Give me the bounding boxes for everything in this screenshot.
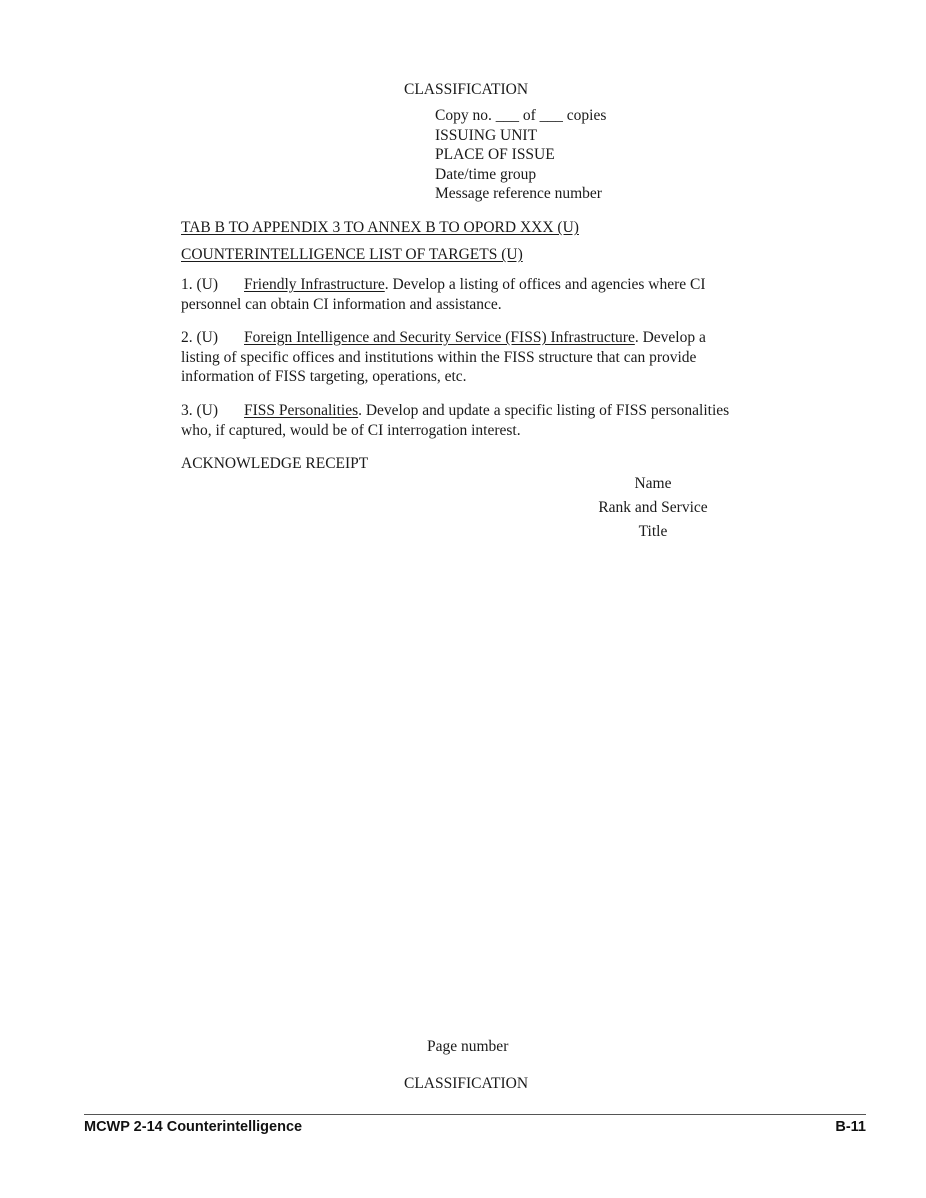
message-header-block	[435, 106, 606, 204]
signature-block	[553, 472, 753, 544]
footer-publication-title: MCWP 2-14 Counterintelligence	[84, 1119, 303, 1135]
message-reference-number: Message reference number	[435, 185, 602, 203]
place-of-issue: PLACE OF ISSUE	[435, 146, 555, 164]
list-title: COUNTERINTELLIGENCE LIST OF TARGETS (U)	[181, 246, 523, 263]
list-item: 1. (U) Friendly Infrastructure. Develop a listing of offices and agencies where CI personnel can obtain CI information and assistance.	[181, 276, 706, 313]
acknowledge-receipt: ACKNOWLEDGE RECEIPT	[181, 455, 369, 472]
tab-title: TAB B TO APPENDIX 3 TO ANNEX B TO OPORD XXX (U)	[181, 219, 579, 236]
signature-rank: Rank and Service	[598, 499, 708, 516]
footer-page-number: B-11	[835, 1119, 866, 1135]
item-heading: FISS Personalities	[244, 402, 359, 419]
item-heading: Foreign Intelligence and Security Service (FISS) Infrastructure	[244, 329, 635, 346]
issuing-unit: ISSUING UNIT	[435, 126, 538, 144]
classification-bottom: CLASSIFICATION	[404, 1075, 529, 1092]
signature-name: Name	[634, 475, 672, 492]
list-item: 3. (U) FISS Personalities. Develop and update a specific listing of FISS personalities who, if captured, would be of CI interrogation interest.	[181, 402, 730, 439]
signature-title: Title	[638, 523, 668, 540]
list-item: 2. (U) Foreign Intelligence and Security Service (FISS) Infrastructure. Develop a listing of specific offices and institutions within the FISS structure that can provide information of FISS targeting, operations, etc.	[181, 329, 706, 385]
classification-top: CLASSIFICATION	[404, 81, 529, 98]
footer-rule	[84, 1114, 866, 1115]
copy-number-line: Copy no. ___ of ___ copies	[435, 107, 607, 124]
item-heading: Friendly Infrastructure	[244, 276, 385, 293]
date-time-group: Date/time group	[435, 165, 537, 183]
page-number-placeholder: Page number	[427, 1038, 509, 1055]
